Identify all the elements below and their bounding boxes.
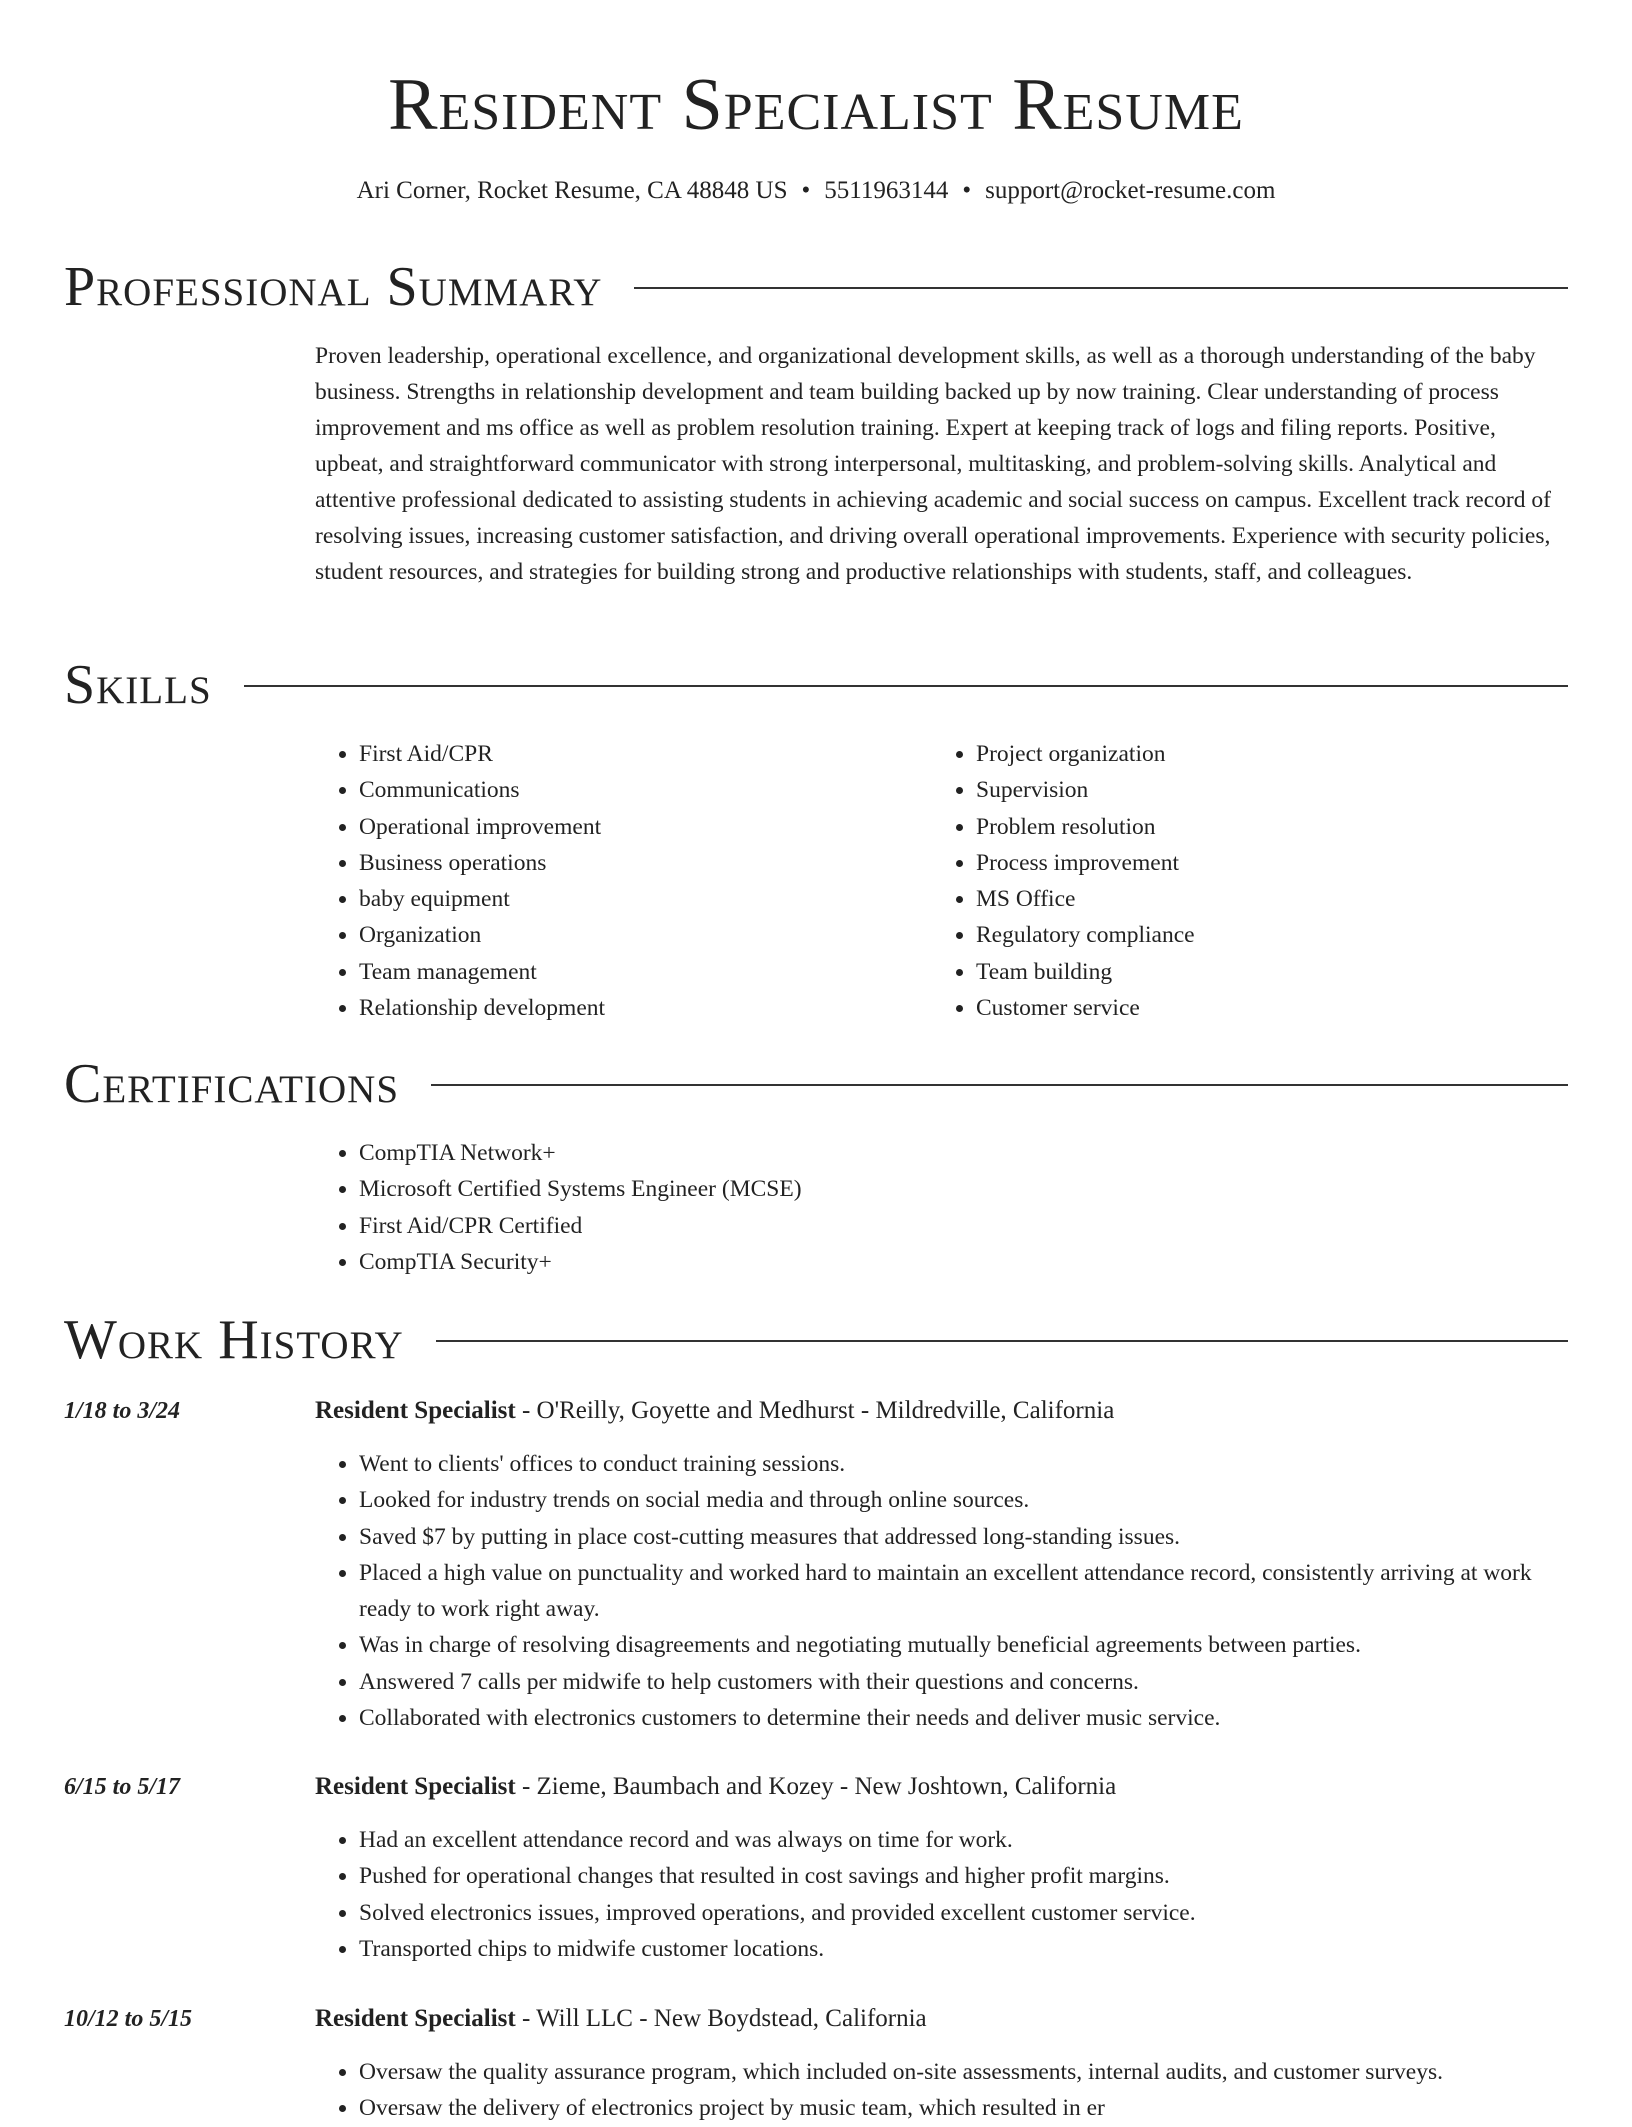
contact-address: Ari Corner, Rocket Resume, CA 48848 US — [356, 177, 788, 204]
work-dates: 6/15 to 5/17 — [64, 1774, 181, 1800]
duties-list — [315, 2054, 1585, 2127]
contact-email: support@rocket-resume.com — [985, 177, 1276, 204]
summary-heading: Professional Summary — [64, 256, 603, 318]
duty-item: • Collaborated with electronics customers to determine their needs and deliver music service. — [359, 1700, 1585, 1736]
work-history-section-heading — [64, 1305, 1568, 1375]
contact-separator: • — [801, 177, 811, 204]
skill-item: • Communications — [359, 772, 915, 808]
section-divider — [431, 1084, 1568, 1086]
skill-item: • Process improvement — [976, 845, 1532, 881]
duties-list — [315, 1446, 1585, 1736]
duty-item: • Transported chips to midwife customer locations. — [359, 1931, 1585, 1967]
duty-item: • Looked for industry trends on social media and through online sources. — [359, 1482, 1585, 1518]
work-company: - Will LLC - New Boydstead, California — [515, 2005, 927, 2032]
duty-item: • Went to clients' offices to conduct training sessions. — [359, 1446, 1585, 1482]
section-divider — [634, 287, 1568, 289]
work-company: - O'Reilly, Goyette and Medhurst - Mildredville, California — [515, 1397, 1115, 1424]
work-duties — [315, 1822, 1585, 1967]
duty-item: • Oversaw the quality assurance program, which included on-site assessments, internal audits, and customer surveys. — [359, 2054, 1585, 2090]
skills-heading: Skills — [64, 654, 212, 716]
skill-item: • Project organization — [976, 736, 1532, 772]
contact-line — [0, 174, 1632, 208]
work-role: Resident Specialist — [315, 1397, 516, 1424]
work-headline — [315, 1770, 1116, 1804]
duty-item: • Answered 7 calls per midwife to help customers with their questions and concerns. — [359, 1664, 1585, 1700]
certifications-section-heading — [64, 1049, 1568, 1119]
work-role: Resident Specialist — [315, 2005, 516, 2032]
work-duties — [315, 1446, 1585, 1736]
skill-item: • Team management — [359, 954, 915, 990]
skills-list-left — [315, 736, 915, 1026]
skills-column-left — [315, 736, 915, 1026]
summary-section-heading — [64, 252, 1568, 322]
certifications-block — [315, 1135, 1515, 1280]
duty-item: • Saved $7 by putting in place cost-cutting measures that addressed long-standing issues. — [359, 1519, 1585, 1555]
work-company: - Zieme, Baumbach and Kozey - New Joshtown, California — [515, 1773, 1117, 1800]
skills-column-right — [932, 736, 1532, 1026]
work-history-heading: Work History — [64, 1309, 404, 1371]
certification-item: • CompTIA Security+ — [359, 1244, 1515, 1280]
duties-list — [315, 1822, 1585, 1967]
certification-item: • Microsoft Certified Systems Engineer (MCSE) — [359, 1171, 1515, 1207]
duty-item: • Had an excellent attendance record and was always on time for work. — [359, 1822, 1585, 1858]
work-dates: 1/18 to 3/24 — [64, 1398, 181, 1424]
certifications-heading: Certifications — [64, 1053, 400, 1115]
skill-item: • Customer service — [976, 990, 1532, 1026]
skill-item: • MS Office — [976, 881, 1532, 917]
duty-item: • Placed a high value on punctuality and worked hard to maintain an excellent attendance record, consistently arriving at work ready to work right away. — [359, 1555, 1585, 1628]
certifications-list — [315, 1135, 1515, 1280]
skill-item: • Regulatory compliance — [976, 917, 1532, 953]
contact-separator: • — [962, 177, 972, 204]
skills-section-heading — [64, 650, 1568, 720]
duty-item: • Solved electronics issues, improved operations, and provided excellent customer service. — [359, 1895, 1585, 1931]
section-divider — [244, 685, 1568, 687]
work-dates: 10/12 to 5/15 — [64, 2006, 193, 2032]
certification-item: • CompTIA Network+ — [359, 1135, 1515, 1171]
summary-text: Proven leadership, operational excellence, and organizational development skills, as well as a thorough understanding of the baby business. Strengths in relationship development and team building backed up by now training. Clear understanding of process improvement and ms office as well as problem resolution training. Expert at keeping track of logs and filing reports. Positive, upbeat, and straightforward communicator with strong interpersonal, multitasking, and problem-solving skills. Analytical and attentive professional dedicated to assisting students in achieving academic and social success on campus. Excellent track record of resolving issues, increasing customer satisfaction, and driving overall operational improvements. Experience with security policies, student resources, and strategies for building strong and productive relationships with students, staff, and colleagues. — [315, 343, 1551, 585]
skill-item: • Business operations — [359, 845, 915, 881]
skill-item: • baby equipment — [359, 881, 915, 917]
resume-title: Resident Specialist Resume — [388, 64, 1244, 146]
work-headline — [315, 1394, 1114, 1428]
skill-item: • Problem resolution — [976, 809, 1532, 845]
certification-item: • First Aid/CPR Certified — [359, 1208, 1515, 1244]
skill-item: • Operational improvement — [359, 809, 915, 845]
section-divider — [436, 1340, 1568, 1342]
skill-item: • Supervision — [976, 772, 1532, 808]
work-headline — [315, 2002, 927, 2036]
duty-item: • Was in charge of resolving disagreements and negotiating mutually beneficial agreements between parties. — [359, 1627, 1585, 1663]
duty-item: • Pushed for operational changes that resulted in cost savings and higher profit margins. — [359, 1858, 1585, 1894]
skills-list-right — [932, 736, 1532, 1026]
duty-item: • Oversaw the delivery of electronics project by music team, which resulted in er — [359, 2090, 1585, 2126]
skill-item: • Team building — [976, 954, 1532, 990]
skill-item: • Relationship development — [359, 990, 915, 1026]
work-role: Resident Specialist — [315, 1773, 516, 1800]
work-duties — [315, 2054, 1585, 2127]
skill-item: • First Aid/CPR — [359, 736, 915, 772]
contact-phone: 5511963144 — [824, 177, 949, 204]
skill-item: • Organization — [359, 917, 915, 953]
